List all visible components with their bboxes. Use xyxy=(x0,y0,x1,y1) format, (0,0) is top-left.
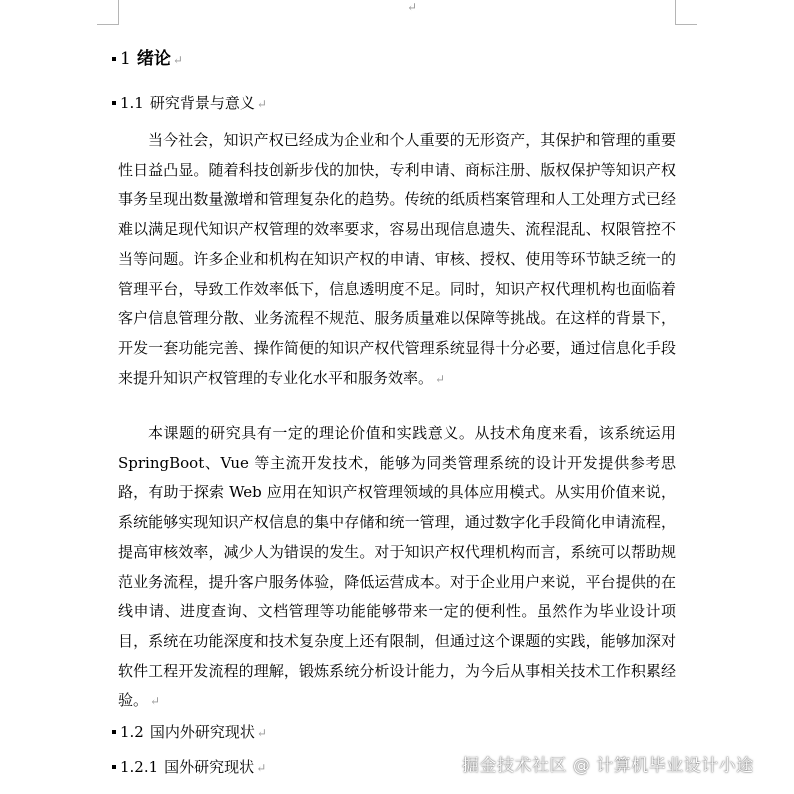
body-paragraph[interactable] xyxy=(118,419,676,717)
heading-bullet-icon xyxy=(112,730,116,734)
margin-corner-top-right xyxy=(675,0,676,24)
paragraph-mark-icon: ↵ xyxy=(256,726,267,740)
heading-number: 1.1 xyxy=(120,94,144,112)
heading-section-1-2[interactable] xyxy=(120,721,267,744)
body-paragraph[interactable] xyxy=(118,126,676,394)
heading-number: 1 xyxy=(120,49,131,69)
heading-subsection-1-2-1[interactable] xyxy=(120,756,266,779)
heading-title: 绪论 xyxy=(136,49,171,69)
margin-corner-top-left xyxy=(118,0,119,24)
heading-title: 国内外研究现状 xyxy=(149,723,255,741)
paragraph-mark-icon: ↵ xyxy=(150,694,161,709)
margin-corner-top-left xyxy=(97,24,119,25)
heading-chapter-1[interactable] xyxy=(120,47,183,72)
paragraph-mark-icon: ↵ xyxy=(256,97,267,111)
paragraph-mark-icon: ↵ xyxy=(435,371,446,386)
heading-title: 研究背景与意义 xyxy=(149,94,255,112)
heading-bullet-icon xyxy=(112,765,116,769)
paragraph-mark-icon: ↵ xyxy=(407,0,418,14)
heading-section-1-1[interactable] xyxy=(120,92,267,115)
heading-title: 国外研究现状 xyxy=(164,758,255,776)
heading-number: 1.2.1 xyxy=(120,758,159,776)
margin-corner-top-right xyxy=(675,24,697,25)
paragraph-mark-icon: ↵ xyxy=(256,761,267,775)
heading-number: 1.2 xyxy=(120,723,144,741)
heading-bullet-icon xyxy=(112,57,116,61)
heading-bullet-icon xyxy=(112,101,116,105)
paragraph-text: 本课题的研究具有一定的理论价值和实践意义。从技术角度来看，该系统运用 SpringBoot、Vue 等主流开发技术，能够为同类管理系统的设计开发提供参考思路，有助于探索 Web 应用在知识产权管理领域的具体应用模式。从实用价值来说，系统能够实现知识产权信息的集中存储和统一管理，通过数字化手段简化申请流程，提高审核效率，减少人为错误的发生。对于知识产权代理机构而言，系统可以帮助规范业务流程，提升客户服务体验，降低运营成本。对于企业用户来说，平台提供的在线申请、进度查询、文档管理等功能能够带来一定的便利性。虽然作为毕业设计项目，系统在功能深度和技术复杂度上还有限制，但通过这个课题的实践，能够加深对软件工程开发流程的理解，锻炼系统分析设计能力，为今后从事相关技术工作积累经验。 xyxy=(118,424,676,710)
paragraph-text: 当今社会，知识产权已经成为企业和个人重要的无形资产，其保护和管理的重要性日益凸显。随着科技创新步伐的加快，专利申请、商标注册、版权保护等知识产权事务呈现出数量激增和管理复杂化的趋势。传统的纸质档案管理和人工处理方式已经难以满足现代知识产权管理的效率要求，容易出现信息遗失、流程混乱、权限管控不当等问题。许多企业和机构在知识产权的申请、审核、授权、使用等环节缺乏统一的管理平台，导致工作效率低下，信息透明度不足。同时，知识产权代理机构也面临着客户信息管理分散、业务流程不规范、服务质量难以保障等挑战。在这样的背景下，开发一套功能完善、操作简便的知识产权代管理系统显得十分必要，通过信息化手段来提升知识产权管理的专业化水平和服务效率。 xyxy=(118,131,676,387)
watermark-text: 掘金技术社区 @ 计算机毕业设计小途 xyxy=(462,756,754,776)
paragraph-mark-icon: ↵ xyxy=(172,53,183,67)
